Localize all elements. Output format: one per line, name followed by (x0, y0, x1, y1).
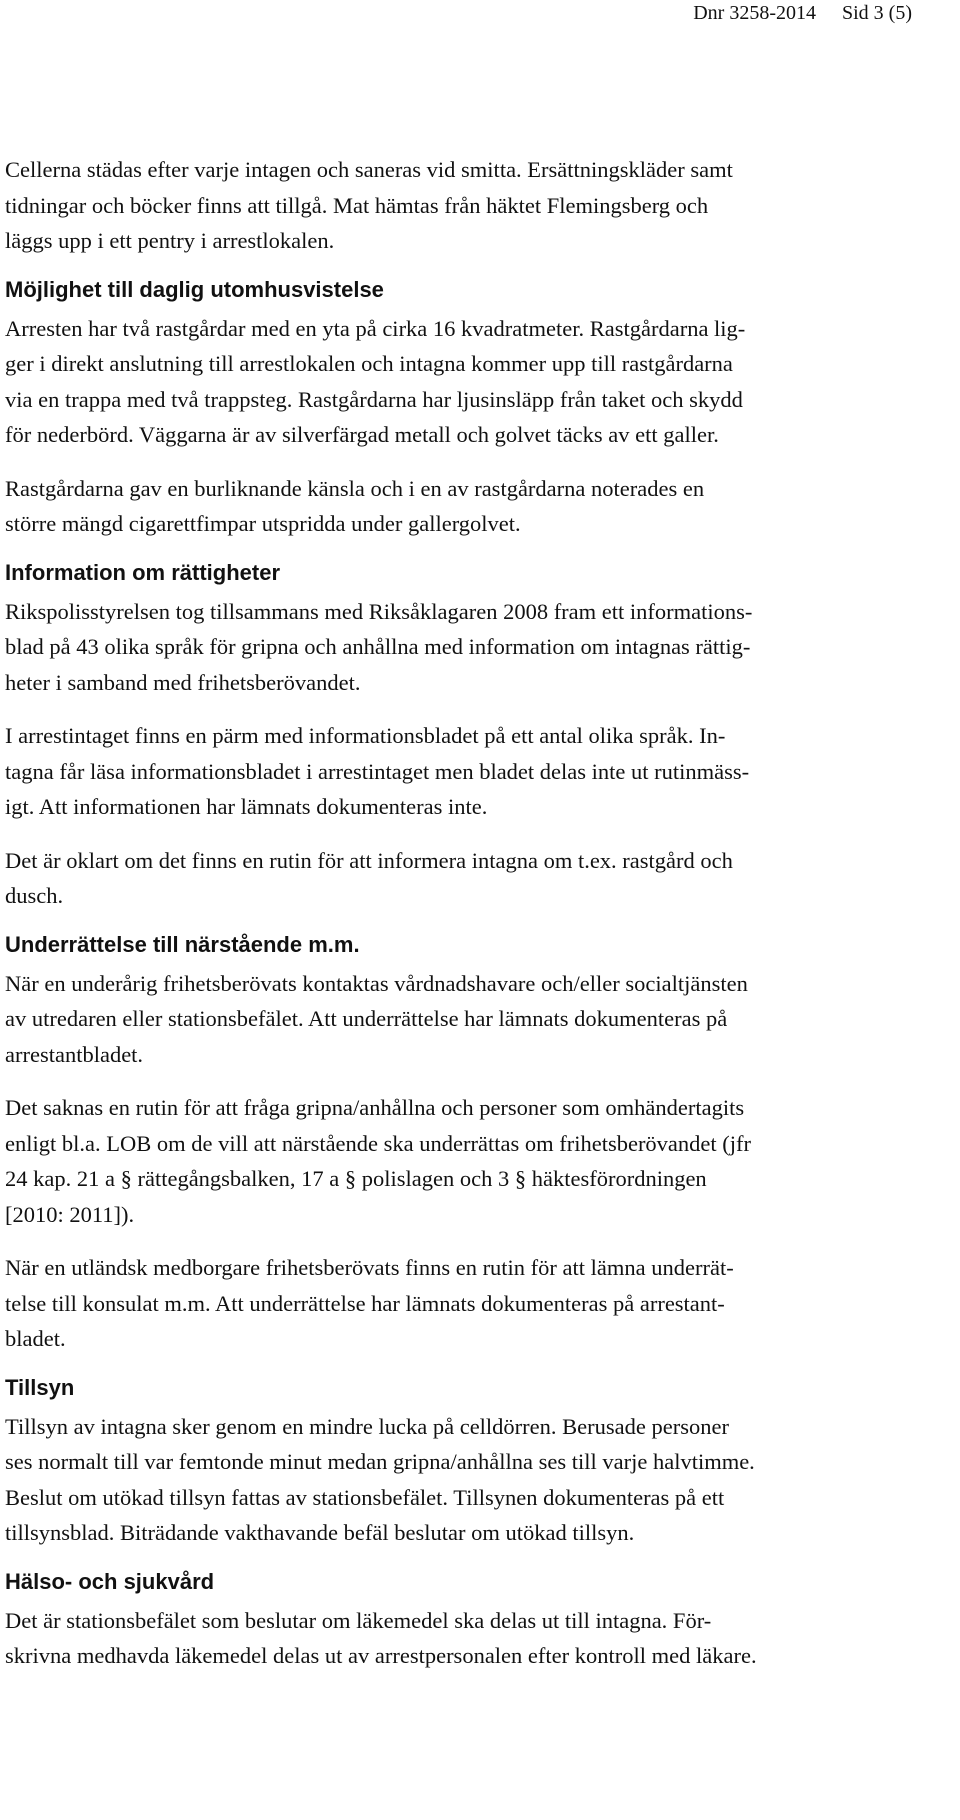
text-line: Rastgårdarna gav en burliknande känsla och i en av rastgårdarna noterades en (5, 475, 705, 501)
paragraph (5, 1090, 930, 1232)
section-heading-halso-och-sjukvard: Hälso- och sjukvård (5, 1568, 215, 1594)
page-header (693, 2, 912, 25)
paragraph (5, 966, 930, 1073)
text-line: [2010: 2011]). (5, 1201, 135, 1227)
text-line: dusch. (5, 883, 64, 908)
text-line: ger i direkt anslutning till arrestlokalen och intagna kommer upp till rastgårdarna (5, 351, 733, 376)
paragraph (5, 1409, 930, 1551)
paragraph (5, 843, 930, 914)
text-line: arrestantbladet. (5, 1041, 144, 1067)
spacer (5, 700, 930, 718)
text-line: via en trappa med två trappsteg. Rastgårdarna har ljusinsläpp från taket och skydd (5, 386, 743, 412)
text-line: Tillsyn av intagna sker genom en mindre lucka på celldörren. Berusade personer (5, 1413, 729, 1439)
text-line: skrivna medhavda läkemedel delas ut av arrestpersonalen efter kontroll med läkare. (5, 1643, 757, 1668)
text-line: heter i samband med frihetsberövandet. (5, 669, 361, 695)
paragraph (5, 1250, 930, 1357)
paragraph (5, 471, 930, 542)
spacer (5, 453, 930, 471)
page-number: Sid 3 (5) (842, 2, 912, 24)
spacer (5, 1551, 930, 1567)
text-line: 24 kap. 21 a § rättegångsbalken, 17 a § polislagen och 3 § häktesförordningen (5, 1166, 707, 1191)
text-line: Det saknas en rutin för att fråga gripna/anhållna och personer som omhändertagits (5, 1095, 745, 1120)
diary-number: Dnr 3258-2014 (693, 2, 816, 24)
text-line: för nederbörd. Väggarna är av silverfärgad metall och golvet täcks av ett galler. (5, 422, 719, 447)
text-line: läggs upp i ett pentry i arrestlokalen. (5, 228, 335, 253)
text-line: Det är oklart om det finns en rutin för att informera intagna om t.ex. rastgård och (5, 847, 733, 873)
text-line: av utredaren eller stationsbefälet. Att underrättelse har lämnats dokumenteras på (5, 1006, 728, 1031)
text-line: blad på 43 olika språk för gripna och anhållna med information om intagnas rättig- (5, 634, 751, 659)
text-line: enligt bl.a. LOB om de vill att närstående ska underrättas om frihetsberövandet (jfr (5, 1130, 752, 1156)
text-line: Cellerna städas efter varje intagen och saneras vid smitta. Ersättningskläder samt (5, 157, 733, 182)
spacer (5, 914, 930, 930)
text-line: större mängd cigarettfimpar utspridda under gallergolvet. (5, 511, 521, 536)
spacer (5, 825, 930, 843)
spacer (5, 259, 930, 275)
paragraph (5, 718, 930, 825)
text-line: tidningar och böcker finns att tillgå. Mat hämtas från häktet Flemingsberg och (5, 192, 709, 218)
text-line: bladet. (5, 1326, 66, 1351)
text-line: telse till konsulat m.m. Att underrättelse har lämnats dokumenteras på arrestant- (5, 1290, 725, 1316)
paragraph (5, 311, 930, 453)
text-line: ses normalt till var femtonde minut medan gripna/anhållna ses till varje halvtimme. (5, 1449, 755, 1474)
paragraph (5, 1603, 930, 1674)
spacer (5, 542, 930, 558)
text-line: igt. Att informationen har lämnats dokumenteras inte. (5, 794, 488, 819)
text-line: tillsynsblad. Biträdande vakthavande befäl beslutar om utökad tillsyn. (5, 1520, 635, 1545)
text-line: Beslut om utökad tillsyn fattas av stationsbefälet. Tillsynen dokumenteras på ett (5, 1484, 725, 1510)
text-line: tagna får läsa informationsbladet i arrestintaget men bladet delas inte ut rutinmäss- (5, 758, 750, 784)
section-heading-underrattelse-till-narstaende-m-m: Underrättelse till närstående m.m. (5, 931, 360, 957)
text-line: I arrestintaget finns en pärm med informationsbladet på ett antal olika språk. In- (5, 723, 726, 748)
section-heading-information-om-rattigheter: Information om rättigheter (5, 559, 281, 585)
text-line: Arresten har två rastgårdar med en yta på cirka 16 kvadratmeter. Rastgårdarna lig- (5, 315, 746, 341)
spacer (5, 1357, 930, 1373)
document-body (5, 152, 930, 1674)
paragraph (5, 152, 930, 259)
spacer (5, 1072, 930, 1090)
spacer (5, 1232, 930, 1250)
text-line: Rikspolisstyrelsen tog tillsammans med Riksåklagaren 2008 fram ett informations- (5, 598, 753, 624)
paragraph (5, 594, 930, 701)
section-heading-tillsyn: Tillsyn (5, 1374, 75, 1400)
section-heading-mojlighet-till-daglig-utomhusvistelse: Möjlighet till daglig utomhusvistelse (5, 276, 384, 302)
text-line: Det är stationsbefälet som beslutar om läkemedel ska delas ut till intagna. För- (5, 1607, 712, 1633)
text-line: När en utländsk medborgare frihetsberövats finns en rutin för att lämna underrät- (5, 1255, 734, 1280)
text-line: När en underårig frihetsberövats kontaktas vårdnadshavare och/eller socialtjänsten (5, 970, 748, 996)
